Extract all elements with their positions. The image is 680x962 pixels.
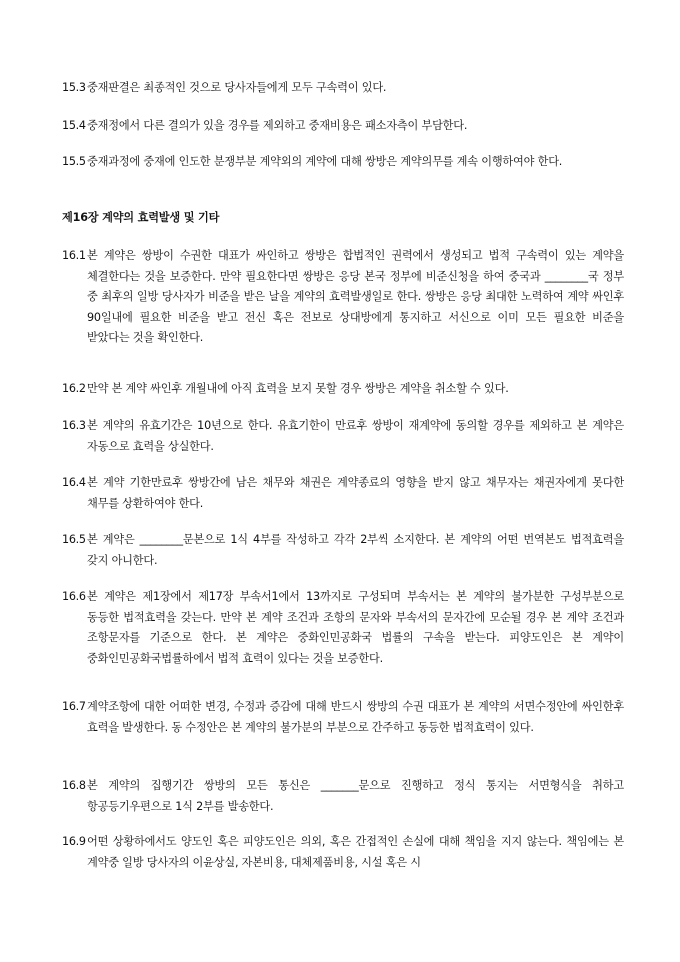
clause-text: 본 계약의 집행기간 쌍방의 모든 통신은 _______문으로 진행하고 정식 통지는 서면형식을 취하고 항공등기우편으로 1식 2부를 발송한다. <box>87 779 624 813</box>
clause-16-5 <box>62 530 624 571</box>
clause-text: 어떤 상황하에서도 양도인 혹은 피양도인은 의외, 혹은 간접적인 손실에 대해 책임을 지지 않는다. 책임에는 본 계약중 일방 당사자의 이윤상실, 자본비용, 대체제품비용, 시설 혹은 시 <box>87 835 624 869</box>
clause-text: 본 계약은 쌍방이 수권한 대표가 싸인하고 쌍방은 합법적인 권력에서 생성되고 법적 구속력이 있는 계약을 체결한다는 것을 보증한다. 만약 필요한다면 쌍방은 응당 본국 정부에 비준신청을 하여 중국과 ________국 정부 중 최후의 일방 당사자가 비준을 받은 날을 계약의 효력발생일로 한다. 쌍방은 응당 최대한 노력하여 계약 싸인후 90일내에 필요한 비준을 받고 전신 혹은 전보로 상대방에게 통지하고 서신으로 이미 모든 필요한 비준을 받았다는 것을 확인한다. <box>87 249 624 345</box>
clause-number: 16.8 <box>62 779 86 792</box>
clause-text: 중재정에서 다른 결의가 있을 경우를 제외하고 중재비용은 패소자측이 부담한다. <box>87 119 468 132</box>
clause-text: 본 계약은 ________문본으로 1식 4부를 작성하고 각각 2부씩 소지한다. 본 계약의 어떤 번역본도 법적효력을 갖지 아니한다. <box>87 533 624 567</box>
clause-16-6 <box>62 587 624 669</box>
clause-15-4 <box>62 116 624 137</box>
clause-number: 16.2 <box>62 382 86 395</box>
chapter-heading: 제16장 계약의 효력발생 및 기타 <box>62 211 220 224</box>
clause-number: 16.6 <box>62 590 86 603</box>
clause-text: 본 계약 기한만료후 쌍방간에 남은 채무와 채권은 계약종료의 영향을 받지 않고 채무자는 채권자에게 못다한 채무를 상환하여야 한다. <box>87 476 624 510</box>
clause-text: 만약 본 계약 싸인후 개월내에 아직 효력을 보지 못할 경우 쌍방은 계약을 취소할 수 있다. <box>87 382 509 395</box>
clause-number: 15.4 <box>62 119 86 132</box>
clause-number: 16.1 <box>62 249 86 262</box>
clause-15-3 <box>62 78 624 99</box>
clause-16-7 <box>62 697 624 738</box>
clause-16-3 <box>62 416 624 457</box>
clause-number: 15.3 <box>62 81 86 94</box>
clause-16-1 <box>62 246 624 349</box>
clause-16-8 <box>62 776 624 817</box>
clause-text: 중재과정에 중재에 인도한 분쟁부분 계약외의 계약에 대해 쌍방은 계약의무를 계속 이행하여야 한다. <box>87 155 563 168</box>
clause-16-4 <box>62 473 624 514</box>
clause-number: 16.9 <box>62 835 86 848</box>
clause-16-2 <box>62 379 624 400</box>
clause-number: 16.3 <box>62 419 86 432</box>
clause-text: 본 계약은 제1장에서 제17장 부속서1에서 13까지로 구성되며 부속서는 본 계약의 불가분한 구성부분으로 동등한 법적효력을 갖는다. 만약 본 계약 조건과 조항의 문자와 부속서의 문자간에 모순될 경우 본 계약 조건과 조항문자를 기준으로 한다. 본 계약은 중화인민공화국 법률의 구속을 받는다. 피양도인은 본 계약이 중화인민공화국법률하에서 법적 효력이 있다는 것을 보증한다. <box>87 590 624 665</box>
clause-text: 본 계약의 유효기간은 10년으로 한다. 유효기한이 만료후 쌍방이 재계약에 동의할 경우를 제외하고 본 계약은 자동으로 효력을 상실한다. <box>87 419 624 453</box>
clause-text: 중재판결은 최종적인 것으로 당사자들에게 모두 구속력이 있다. <box>87 81 387 94</box>
clause-number: 15.5 <box>62 155 86 168</box>
clause-number: 16.7 <box>62 700 86 713</box>
clause-text: 계약조항에 대한 어떠한 변경, 수정과 증감에 대해 반드시 쌍방의 수권 대표가 본 계약의 서면수정안에 싸인한후 효력을 발생한다. 동 수정안은 본 계약의 불가분의 부분으로 간주하고 동등한 법적효력이 있다. <box>87 700 624 734</box>
clause-number: 16.4 <box>62 476 86 489</box>
clause-15-5 <box>62 152 624 173</box>
clause-number: 16.5 <box>62 533 86 546</box>
clause-16-9 <box>62 832 624 873</box>
